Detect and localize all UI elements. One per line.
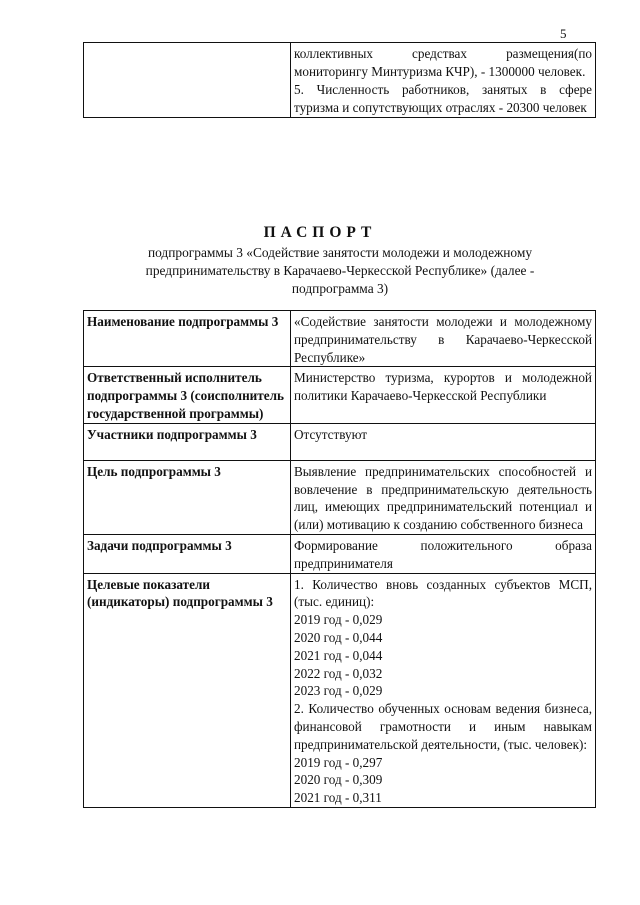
- indicator-line: 2. Количество обученных основам ведения бизнеса, финансовой грамотности и иным навыкам предпринимательской деятельности, (тыс. человек):: [294, 701, 592, 752]
- indicators-cell: [291, 573, 596, 807]
- table-row: [84, 573, 596, 807]
- continuation-empty-cell: [84, 43, 291, 118]
- row-value: Министерство туризма, курортов и молодежной политики Карачаево-Черкесской Республики: [291, 367, 596, 423]
- passport-subtitle: подпрограммы 3 «Содействие занятости молодежи и молодежному предпринимательству в Карачаево-Черкесской Республике» (далее - подпрограмма 3): [145, 245, 535, 296]
- row-label: Цель подпрограммы 3: [84, 460, 291, 534]
- indicator-line: 2022 год - 0,032: [294, 665, 383, 681]
- indicator-line: 2021 год - 0,311: [294, 790, 382, 806]
- page-number: 5: [560, 26, 567, 41]
- indicator-line: 2019 год - 0,297: [294, 754, 383, 770]
- table-row: [84, 311, 596, 367]
- passport-title: ПАСПОРТ: [263, 224, 377, 241]
- table-row: [84, 423, 596, 460]
- row-label: Ответственный исполнитель подпрограммы 3 (соисполнитель государственной программы): [84, 367, 291, 423]
- row-value: Формирование положительного образа предпринимателя: [291, 534, 596, 573]
- row-label: Участники подпрограммы 3: [84, 423, 291, 460]
- indicator-line: 2019 год - 0,029: [294, 612, 383, 628]
- continuation-table: [83, 42, 596, 118]
- table-row: [84, 460, 596, 534]
- row-value: «Содействие занятости молодежи и молодежному предпринимательству в Карачаево-Черкесской Республике»: [291, 311, 596, 367]
- continuation-line-1: коллективных средствах размещения(по мониторингу Минтуризма КЧР), - 1300000 человек.: [294, 46, 592, 79]
- passport-table: [83, 310, 596, 808]
- row-label: Наименование подпрограммы 3: [84, 311, 291, 367]
- row-label: Целевые показатели (индикаторы) подпрограммы 3: [84, 573, 291, 807]
- table-row: [84, 367, 596, 423]
- row-value: Отсутствуют: [291, 423, 596, 460]
- indicator-line: 2021 год - 0,044: [294, 647, 383, 663]
- indicator-line: 2020 год - 0,309: [294, 772, 383, 788]
- table-row: [84, 534, 596, 573]
- indicator-line: 1. Количество вновь созданных субъектов МСП, (тыс. единиц):: [294, 576, 592, 610]
- row-label: Задачи подпрограммы 3: [84, 534, 291, 573]
- indicator-line: 2020 год - 0,044: [294, 629, 383, 645]
- table-row: [84, 43, 596, 118]
- continuation-line-2: 5. Численность работников, занятых в сфере туризма и сопутствующих отраслях - 20300 человек: [294, 82, 592, 115]
- continuation-value-cell: [291, 43, 596, 118]
- indicator-line: 2023 год - 0,029: [294, 683, 383, 699]
- row-value: Выявление предпринимательских способностей и вовлечение в предпринимательскую деятельность лиц, имеющих предпринимательский потенциал и (или) мотивацию к созданию собственного бизнеса: [291, 460, 596, 534]
